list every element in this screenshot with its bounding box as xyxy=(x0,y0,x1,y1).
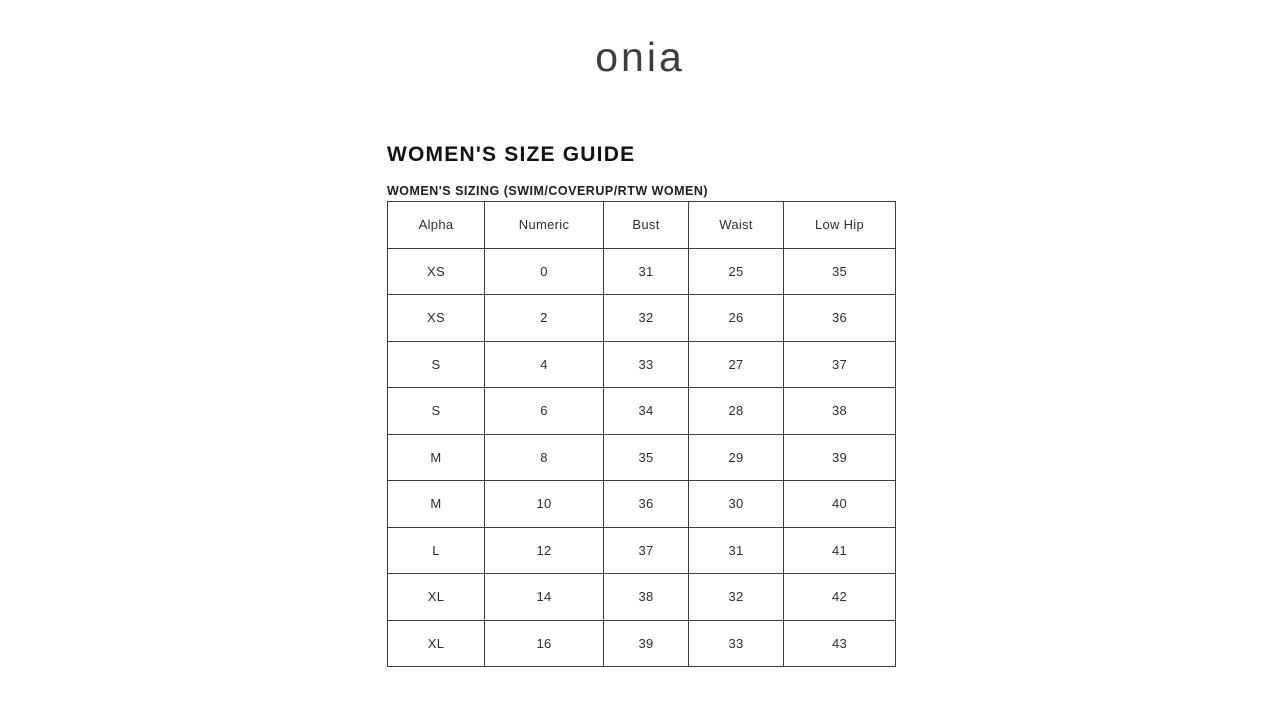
table-cell: 41 xyxy=(784,527,896,574)
table-cell: 32 xyxy=(689,574,784,621)
table-cell: XS xyxy=(388,295,485,342)
table-header-row xyxy=(388,202,896,249)
table-cell: S xyxy=(388,388,485,435)
table-cell: 35 xyxy=(604,434,689,481)
table-cell: 4 xyxy=(485,341,604,388)
table-cell: 10 xyxy=(485,481,604,528)
column-header: Bust xyxy=(604,202,689,249)
table-cell: 28 xyxy=(689,388,784,435)
table-cell: 29 xyxy=(689,434,784,481)
table-row xyxy=(388,295,896,342)
table-cell: 32 xyxy=(604,295,689,342)
table-cell: 42 xyxy=(784,574,896,621)
table-row xyxy=(388,620,896,667)
table-cell: 36 xyxy=(784,295,896,342)
table-cell: 12 xyxy=(485,527,604,574)
size-table xyxy=(387,201,896,667)
table-cell: 39 xyxy=(604,620,689,667)
table-cell: 31 xyxy=(604,248,689,295)
page-title: WOMEN'S SIZE GUIDE xyxy=(387,143,636,166)
table-cell: 38 xyxy=(784,388,896,435)
table-cell: XL xyxy=(388,574,485,621)
table-cell: 2 xyxy=(485,295,604,342)
table-cell: 33 xyxy=(689,620,784,667)
table-cell: 40 xyxy=(784,481,896,528)
table-cell: 0 xyxy=(485,248,604,295)
table-cell: 35 xyxy=(784,248,896,295)
table-cell: M xyxy=(388,434,485,481)
table-cell: 37 xyxy=(784,341,896,388)
table-row xyxy=(388,341,896,388)
table-cell: 8 xyxy=(485,434,604,481)
table-row xyxy=(388,574,896,621)
table-cell: XL xyxy=(388,620,485,667)
table-cell: 31 xyxy=(689,527,784,574)
column-header: Low Hip xyxy=(784,202,896,249)
table-row xyxy=(388,527,896,574)
table-cell: 34 xyxy=(604,388,689,435)
table-cell: 27 xyxy=(689,341,784,388)
table-cell: S xyxy=(388,341,485,388)
table-cell: 39 xyxy=(784,434,896,481)
table-cell: 33 xyxy=(604,341,689,388)
column-header: Numeric xyxy=(485,202,604,249)
table-cell: 14 xyxy=(485,574,604,621)
table-row xyxy=(388,481,896,528)
table-cell: 30 xyxy=(689,481,784,528)
table-cell: 37 xyxy=(604,527,689,574)
column-header: Waist xyxy=(689,202,784,249)
table-row xyxy=(388,248,896,295)
size-table-body xyxy=(388,248,896,667)
table-cell: 36 xyxy=(604,481,689,528)
table-cell: 6 xyxy=(485,388,604,435)
table-cell: 26 xyxy=(689,295,784,342)
table-cell: M xyxy=(388,481,485,528)
table-cell: XS xyxy=(388,248,485,295)
table-cell: L xyxy=(388,527,485,574)
table-cell: 25 xyxy=(689,248,784,295)
table-cell: 16 xyxy=(485,620,604,667)
table-row xyxy=(388,434,896,481)
table-cell: 43 xyxy=(784,620,896,667)
table-caption: WOMEN'S SIZING (SWIM/COVERUP/RTW WOMEN) xyxy=(387,184,709,198)
column-header: Alpha xyxy=(388,202,485,249)
table-row xyxy=(388,388,896,435)
onia-logo: onia xyxy=(595,34,685,80)
table-cell: 38 xyxy=(604,574,689,621)
